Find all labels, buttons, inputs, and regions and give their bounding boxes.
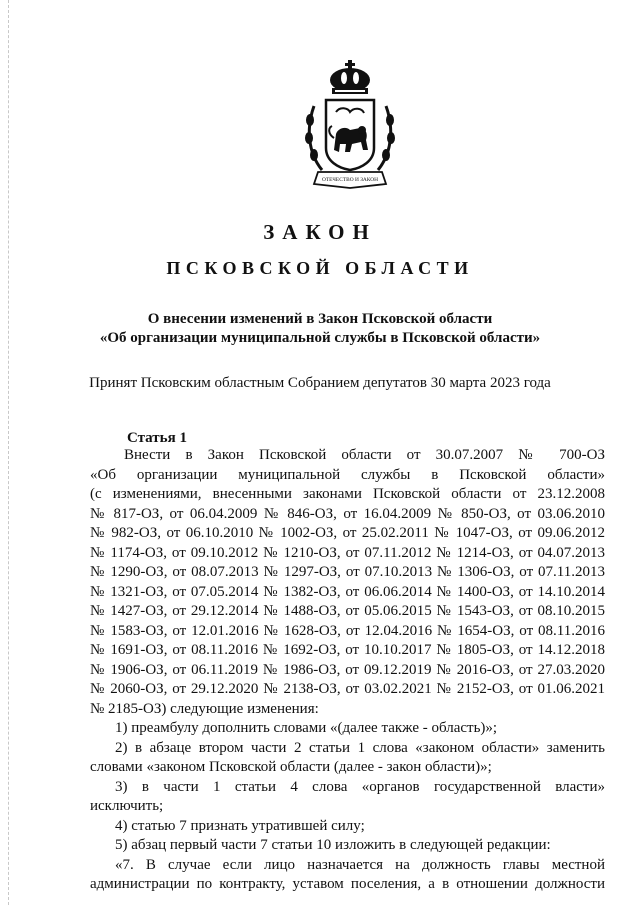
intro-line: (с изменениями, внесенными законами Псковской области от 23.12.2008 — [90, 486, 605, 502]
list-item-2-cont: словами «законом Псковской области (далее - закон области)»; — [90, 759, 492, 775]
page-edge — [8, 0, 10, 905]
list-item-3-cont: исключить; — [90, 798, 164, 814]
intro-line: № 1290-ОЗ, от 08.07.2013 № 1297-ОЗ, от 07.10.2013 № 1306-ОЗ, от 07.11.2013 — [90, 564, 605, 580]
region-title: ПСКОВСКОЙ ОБЛАСТИ — [166, 258, 474, 278]
quote-line: «7. В случае если лицо назначается на должность главы местной — [115, 856, 605, 873]
list-item-4: 4) статью 7 признать утратившей силу; — [115, 817, 365, 834]
intro-line: № 817-ОЗ, от 06.04.2009 № 846-ОЗ, от 16.04.2009 № 850-ОЗ, от 03.06.2010 — [90, 505, 605, 522]
intro-paragraph — [90, 446, 605, 719]
intro-line: № 1906-ОЗ, от 06.11.2019 № 1986-ОЗ, от 09.12.2019 № 2016-ОЗ, от 27.03.2020 — [90, 661, 605, 678]
law-subject — [40, 310, 600, 348]
intro-line: № 1174-ОЗ, от 09.10.2012 № 1210-ОЗ, от 07.11.2012 № 1214-ОЗ, от 04.07.2013 — [90, 544, 605, 561]
subject-line-1: О внесении изменений в Закон Псковской области — [147, 311, 493, 327]
document-type: ЗАКОН — [263, 220, 377, 244]
intro-line: № 1583-ОЗ, от 12.01.2016 № 1628-ОЗ, от 12.04.2016 № 1654-ОЗ, от 08.11.2016 — [90, 622, 605, 639]
list-item-5: 5) абзац первый части 7 статьи 10 изложить в следующей редакции: — [115, 837, 551, 853]
list-item-1: 1) преамбулу дополнить словами «(далее также - область)»; — [115, 720, 498, 736]
adoption-note: Принят Псковским областным Собранием депутатов 30 марта 2023 года — [89, 375, 551, 391]
intro-line: № 1691-ОЗ, от 08.11.2016 № 1692-ОЗ, от 10.10.2017 № 1805-ОЗ, от 14.12.2018 — [90, 642, 605, 658]
quote-line: администрации по контракту, уставом поселения, а в отношении должности — [90, 876, 605, 892]
list-item-3: 3) в части 1 статьи 4 слова «органов государственной власти» — [115, 778, 605, 795]
subject-line-2: «Об организации муниципальной службы в Псковской области» — [99, 330, 541, 346]
coat-of-arms-icon — [300, 58, 400, 193]
intro-line: № 1427-ОЗ, от 29.12.2014 № 1488-ОЗ, от 05.06.2015 № 1543-ОЗ, от 08.10.2015 — [90, 603, 605, 619]
intro-line: № 2185-ОЗ) следующие изменения: — [90, 700, 319, 717]
intro-line: № 2060-ОЗ, от 29.12.2020 № 2138-ОЗ, от 03.02.2021 № 2152-ОЗ, от 01.06.2021 — [90, 681, 605, 697]
intro-line: № 1321-ОЗ, от 07.05.2014 № 1382-ОЗ, от 06.06.2014 № 1400-ОЗ, от 14.10.2014 — [90, 583, 605, 600]
intro-line: «Об организации муниципальной службы в Псковской области» — [90, 466, 605, 483]
intro-line: № 982-ОЗ, от 06.10.2010 № 1002-ОЗ, от 25.02.2011 № 1047-ОЗ, от 09.06.2012 — [90, 525, 605, 541]
list-item-2: 2) в абзаце втором части 2 статьи 1 слова «законом области» заменить — [115, 739, 605, 756]
svg-text:ОТЕЧЕСТВО И ЗАКОН: ОТЕЧЕСТВО И ЗАКОН — [321, 177, 379, 183]
article-body — [90, 446, 605, 895]
intro-line: Внести в Закон Псковской области от 30.07.2007 № 700-ОЗ — [124, 447, 605, 463]
article-heading: Статья 1 — [127, 430, 187, 446]
